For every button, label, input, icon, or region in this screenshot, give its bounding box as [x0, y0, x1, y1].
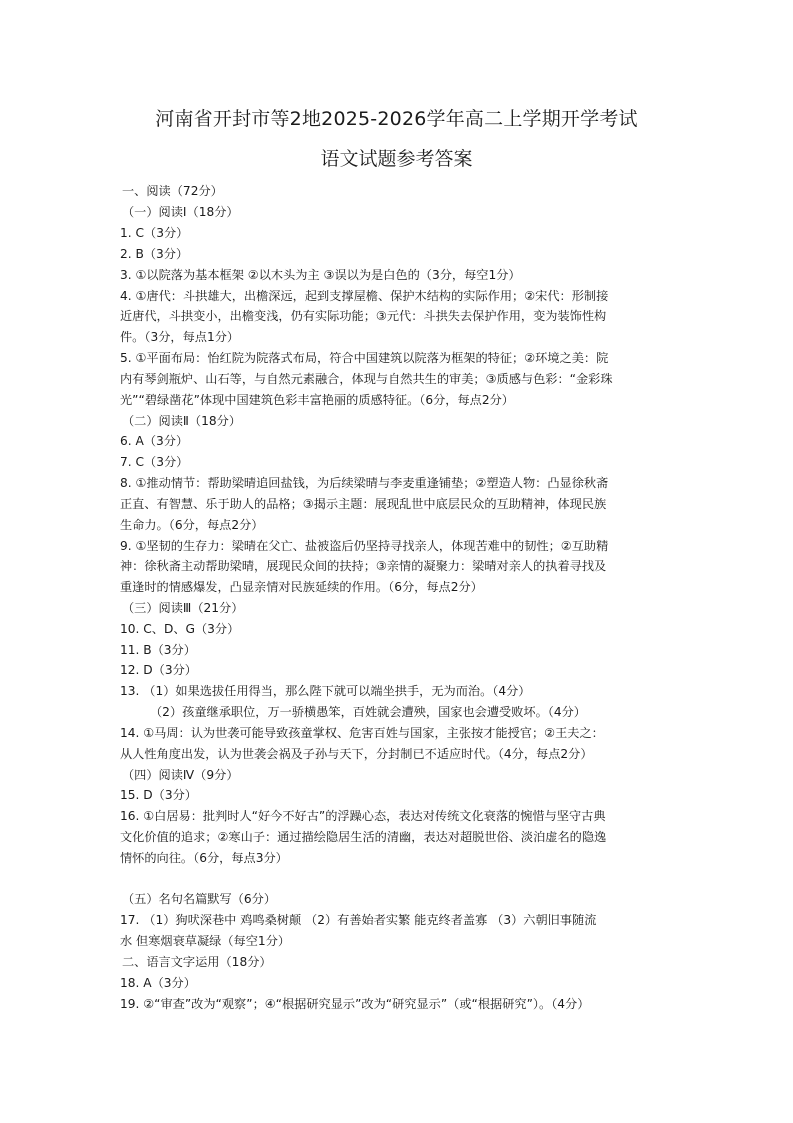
subsection-heading-reading-2: （二）阅读Ⅱ（18分） [122, 414, 242, 428]
answer-line: 10. C、D、G（3分） [120, 622, 240, 636]
answer-line: 2. B（3分） [120, 247, 189, 261]
answer-line: 神：徐秋斋主动帮助梁晴，展现民众间的扶持；③亲情的凝聚力：梁晴对亲人的执着寻找及 [120, 559, 607, 573]
answer-line: 5. ①平面布局：怡红院为院落式布局，符合中国建筑以院落为框架的特征；②环境之美：院 [120, 351, 609, 365]
answer-line: 4. ①唐代：斗拱雄大，出檐深远，起到支撑屋檐、保护木结构的实际作用；②宋代：形制接 [120, 289, 609, 303]
answer-line: 情怀的向往。（6分，每点3分） [120, 851, 288, 865]
answer-line: 水 但寒烟衰草凝绿（每空1分） [120, 934, 291, 948]
answer-line: 重逢时的情感爆发，凸显亲情对民族延续的作用。（6分，每点2分） [120, 580, 483, 594]
answer-line: 16. ①白居易：批判时人“好今不好古”的浮躁心态，表达对传统文化衰落的惋惜与坚守古典 [120, 809, 606, 823]
subsection-heading-reading-5: （五）名句名篇默写（6分） [122, 892, 277, 906]
answer-line: 12. D（3分） [120, 663, 197, 677]
answer-line: 3. ①以院落为基本框架 ②以木头为主 ③误以为是白色的（3分，每空1分） [120, 268, 521, 282]
subsection-heading-reading-3: （三）阅读Ⅲ（21分） [122, 601, 244, 615]
answer-line: 15. D（3分） [120, 788, 197, 802]
answer-line: 14. ①马周：认为世袭可能导致孩童掌权、危害百姓与国家，主张按才能授官；②王夫之： [120, 726, 604, 740]
answer-line: 近唐代，斗拱变小，出檐变浅，仍有实际功能；③元代：斗拱失去保护作用，变为装饰性构 [120, 309, 607, 323]
section-heading-language: 二、语言文字运用（18分） [122, 955, 272, 969]
answer-line: 17. （1）狗吠深巷中 鸡鸣桑树颠 （2）有善始者实繁 能克终者盖寡 （3）六朝旧事随流 [120, 913, 597, 927]
answer-line: 7. C（3分） [120, 455, 189, 469]
answer-line: 18. A（3分） [120, 976, 196, 990]
answer-line: 9. ①坚韧的生存力：梁晴在父亡、盐被盗后仍坚持寻找亲人，体现苦难中的韧性；②互助精 [120, 539, 609, 553]
answer-line: 内有琴剑瓶炉、山石等，与自然元素融合，体现与自然共生的审美；③质感与色彩：“金彩珠 [120, 372, 613, 386]
answer-line: 6. A（3分） [120, 434, 189, 448]
answer-line: 正直、有智慧、乐于助人的品格；③揭示主题：展现乱世中底层民众的互助精神，体现民族 [120, 497, 607, 511]
answer-line: 8. ①推动情节：帮助梁晴追回盐钱，为后续梁晴与李麦重逢铺垫；②塑造人物：凸显徐秋斋 [120, 476, 609, 490]
answer-line: 生命力。（6分，每点2分） [120, 518, 264, 532]
document-subtitle: 语文试题参考答案 [320, 148, 473, 170]
answer-line: 13. （1）如果选拔任用得当，那么陛下就可以端坐拱手，无为而治。（4分） [120, 684, 531, 698]
subsection-heading-reading-4: （四）阅读Ⅳ（9分） [122, 768, 239, 782]
subsection-heading-reading-1: （一）阅读Ⅰ（18分） [122, 205, 239, 219]
answer-line: 11. B（3分） [120, 643, 196, 657]
answer-line: （2）孩童继承职位，万一骄横愚笨，百姓就会遭殃，国家也会遭受败坏。（4分） [150, 705, 586, 719]
answer-line: 19. ②“审查”改为“观察”；④“根据研究显示”改为“研究显示”（或“根据研究”）。（4分） [120, 997, 590, 1011]
answer-line: 1. C（3分） [120, 226, 189, 240]
answer-line: 从人性角度出发，认为世袭会祸及子孙与天下，分封制已不适应时代。（4分，每点2分） [120, 747, 593, 761]
answer-line: 件。（3分，每点1分） [120, 330, 240, 344]
answer-line: 文化价值的追求；②寒山子：通过描绘隐居生活的清幽，表达对超脱世俗、淡泊虚名的隐逸 [120, 830, 607, 844]
document-title: 河南省开封市等2地2025-2026学年高二上学期开学考试 [155, 108, 638, 130]
answer-line: 光”“碧绿凿花”体现中国建筑色彩丰富艳丽的质感特征。（6分，每点2分） [120, 393, 514, 407]
section-heading-reading: 一、阅读（72分） [122, 184, 223, 198]
